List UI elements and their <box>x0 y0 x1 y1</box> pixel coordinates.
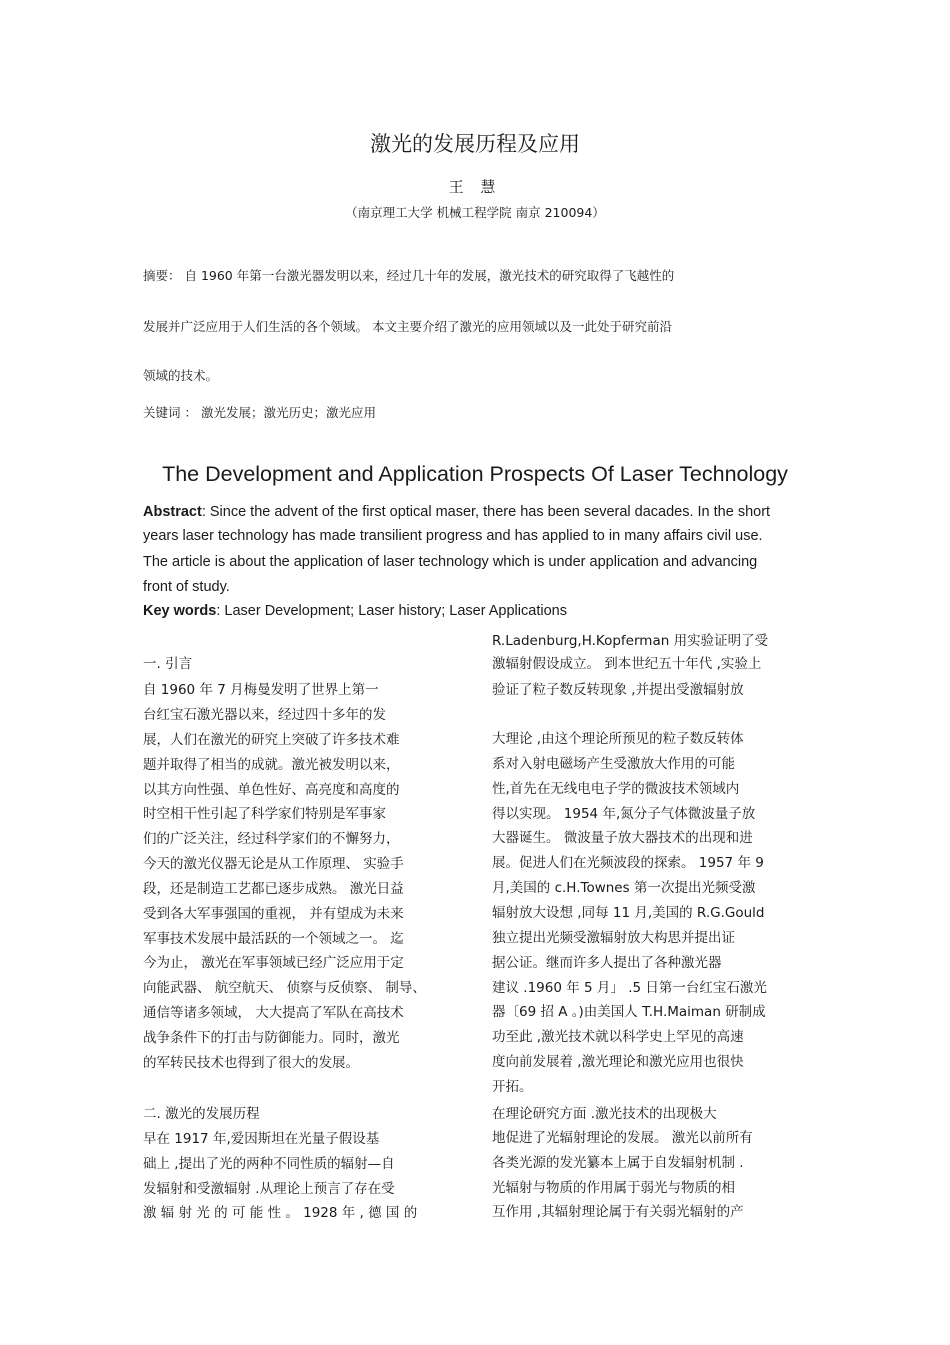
abstract-en-line: The article is about the application of laser technology which is under application and advancing <box>143 554 758 570</box>
body-line: 础上 ,提出了光的两种不同性质的辐射—自 <box>143 1156 395 1172</box>
body-line: 激辐射假设成立。 到本世纪五十年代 ,实验上 <box>492 656 762 672</box>
body-line: 今天的激光仪器无论是从工作原理、 实验手 <box>143 856 404 872</box>
body-line: 题并取得了相当的成就。激光被发明以来， <box>143 757 400 773</box>
body-line: 们的广泛关注，经过科学家们的不懈努力， <box>143 831 400 847</box>
abstract-cn-line: 发展并广泛应用于人们生活的各个领域。 本文主要介绍了激光的应用领域以及一此处于研究前沿 <box>143 319 672 334</box>
body-line: 展，人们在激光的研究上突破了许多技术难 <box>143 732 400 748</box>
author-name: 王 慧 <box>448 178 502 196</box>
body-line: 据公证。继而许多人提出了各种激光器 <box>492 955 722 971</box>
body-line: 开拓。 <box>492 1079 533 1095</box>
body-line: R.Ladenburg,H.Kopferman 用实验证明了受 <box>492 633 769 649</box>
body-line: 展。促进人们在光频波段的探索。 1957 年 9 <box>492 855 764 871</box>
keywords-en-text: : Laser Development; Laser history; Laser Applications <box>216 603 567 619</box>
body-line: 大理论 ,由这个理论所预见的粒子数反转体 <box>492 731 744 747</box>
abstract-en-line: front of study. <box>143 579 230 595</box>
keywords-en-label: Key words <box>143 603 217 619</box>
author-affiliation: （南京理工大学 机械工程学院 南京 210094） <box>345 205 605 220</box>
body-line: 以其方向性强、单色性好、高亮度和高度的 <box>143 782 400 798</box>
body-line: 向能武器、 航空航天、 侦察与反侦察、 制导、 <box>143 980 426 996</box>
body-line: 性,首先在无线电电子学的微波技术领域内 <box>492 781 740 797</box>
body-line: 得以实现。 1954 年,氮分子气体微波量子放 <box>492 806 756 822</box>
body-line: 系对入射电磁场产生受激放大作用的可能 <box>492 756 735 772</box>
body-line: 早在 1917 年,爱因斯坦在光量子假设基 <box>143 1131 380 1147</box>
body-line: 段，还是制造工艺都已逐步成熟。 激光日益 <box>143 881 404 897</box>
abstract-en-label: Abstract <box>143 504 202 520</box>
body-line: 时空相干性引起了科学家们特别是军事家 <box>143 806 386 822</box>
abstract-en-text: : Since the advent of the first optical maser, there has been several dacades. In the short <box>201 504 771 520</box>
body-line: 战争条件下的打击与防御能力。同时，激光 <box>143 1030 400 1046</box>
body-line: 发辐射和受激辐射 .从理论上预言了存在受 <box>143 1181 395 1197</box>
section-heading: 二. 激光的发展历程 <box>143 1106 260 1122</box>
body-line: 军事技术发展中最活跃的一个领域之一。 迄 <box>143 931 404 947</box>
body-line: 互作用 ,其辐射理论属于有关弱光辐射的产 <box>492 1204 744 1220</box>
body-line: 度向前发展着 ,激光理论和激光应用也很快 <box>492 1054 744 1070</box>
body-line: 自 1960 年 7 月梅曼发明了世界上第一 <box>143 682 379 698</box>
body-line: 验证了粒子数反转现象 ,并提出受激辐射放 <box>492 682 744 698</box>
page-title: 激光的发展历程及应用 <box>370 132 580 156</box>
abstract-cn-line: 摘要： 自 1960 年第一台激光器发明以来，经过几十年的发展，激光技术的研究取得了飞越性的 <box>143 268 675 283</box>
body-line: 大器诞生。 微波量子放大器技术的出现和进 <box>492 830 753 846</box>
body-line: 辐射放大设想 ,同每 11 月,美国的 R.G.Gould <box>492 905 765 921</box>
keywords-cn: 关键词 ： 激光发展；激光历史；激光应用 <box>143 405 376 420</box>
body-line: 地促进了光辐射理论的发展。 激光以前所有 <box>492 1130 753 1146</box>
body-line: 的军转民技术也得到了很大的发展。 <box>143 1055 359 1071</box>
abstract-en-line: years laser technology has made transilient progress and has applied to in many affairs civil use. <box>143 528 763 544</box>
body-line: 月,美国的 c.H.Townes 第一次提出光频受激 <box>492 880 756 896</box>
body-line: 器〔69 招 A 。)由美国人 T.H.Maiman 研制成 <box>492 1004 766 1020</box>
body-line: 在理论研究方面 .激光技术的出现极大 <box>492 1106 717 1122</box>
body-line: 各类光源的发光纂本上属于自发辐射机制 . <box>492 1155 744 1171</box>
body-line: 独立提出光频受激辐射放大构思并提出证 <box>492 930 735 946</box>
abstract-cn-line: 领域的技术。 <box>143 368 219 383</box>
body-line: 台红宝石激光器以来，经过四十多年的发 <box>143 707 386 723</box>
section-heading: 一. 引言 <box>143 656 193 672</box>
body-line: 受到各大军事强国的重视， 并有望成为未来 <box>143 906 404 922</box>
body-line: 今为止， 激光在军事领域已经广泛应用于定 <box>143 955 404 971</box>
keywords-en-line <box>143 603 567 619</box>
body-line: 通信等诸多领域， 大大提高了军队在高技术 <box>143 1005 404 1021</box>
english-title: The Development and Application Prospects Of Laser Technology <box>162 462 788 486</box>
body-line: 光辐射与物质的作用属于弱光与物质的相 <box>492 1180 735 1196</box>
abstract-en-line <box>143 504 770 520</box>
body-line: 建议 .1960 年 5 月」 .5 日第一台红宝石激光 <box>492 980 767 996</box>
body-line: 激 辐 射 光 的 可 能 性 。 1928 年 , 德 国 的 <box>143 1205 418 1221</box>
body-line: 功至此 ,激光技术就以科学史上罕见的高速 <box>492 1029 744 1045</box>
